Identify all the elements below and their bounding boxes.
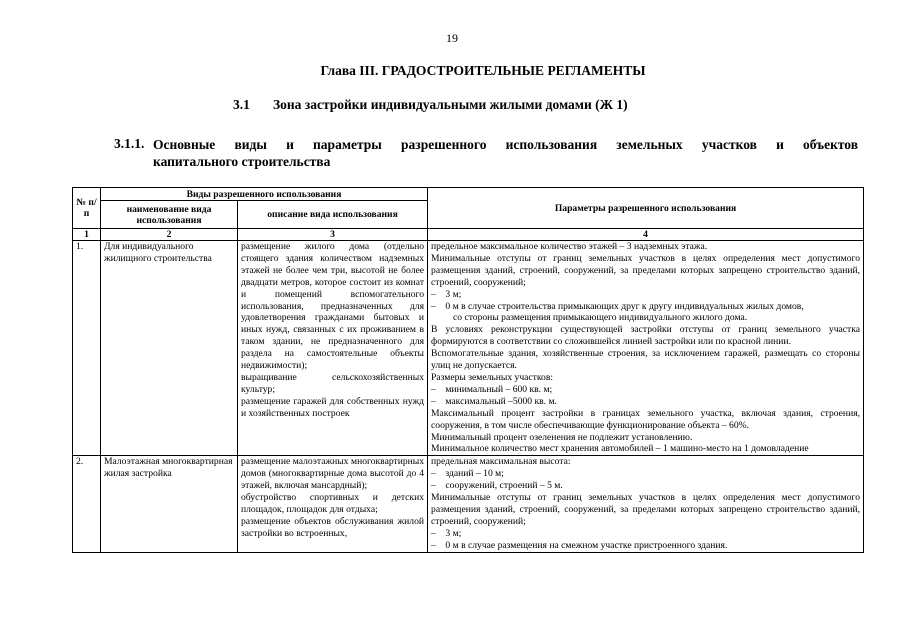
index-cell: 3 bbox=[238, 229, 428, 241]
index-cell: 4 bbox=[428, 229, 864, 241]
parameter-line: Минимальный процент озеленения не подлежит установлению. bbox=[431, 431, 693, 443]
description-line: размещение малоэтажных многоквартирных домов (многоквартирные дома высотой до 4 этажей, включая мансардный); bbox=[241, 456, 425, 492]
parameter-list-item: – максимальный –5000 кв. м. bbox=[431, 395, 557, 407]
row-number: 1. bbox=[73, 241, 101, 456]
header-num: № п/п bbox=[73, 188, 101, 229]
subsection-title-line1: Основные виды и параметры разрешенного использования земельных участков и объектов bbox=[153, 137, 858, 152]
index-cell: 1 bbox=[73, 229, 101, 241]
parameter-list-item: – 3 м; bbox=[431, 288, 462, 300]
subsection-number: 3.1.1. bbox=[114, 136, 145, 151]
parameter-line: Минимальное количество мест хранения автомобилей – 1 машино-место на 1 домовладение bbox=[431, 443, 809, 455]
parameter-line: Вспомогательные здания, хозяйственные строения, за исключением гаражей, размещать со стороны улиц не допускается. bbox=[431, 348, 861, 372]
parameter-line: Минимальные отступы от границ земельных участков в целях определения мест допустимого размещения зданий, строений, сооружений, за пределами которых запрещено строительство зданий, строений, сооружений; bbox=[431, 492, 861, 527]
use-description bbox=[238, 456, 428, 552]
use-parameters bbox=[428, 456, 864, 552]
header-params: Параметры разрешенного использования bbox=[428, 188, 864, 229]
parameter-line: Размеры земельных участков: bbox=[431, 371, 554, 383]
row-number: 2. bbox=[73, 456, 101, 552]
parameter-list-item: – сооружений, строений – 5 м. bbox=[431, 480, 563, 492]
parameter-line: Максимальный процент застройки в границах земельного участка, включая здания, строения, сооружения, в том числе обеспечивающие функционирование объекта – 60%. bbox=[431, 407, 861, 431]
parameter-list-item: – 0 м в случае размещения на смежном участке пристроенного здания. bbox=[431, 539, 728, 551]
parameter-list-item: со стороны размещения примыкающего индивидуального жилого дома. bbox=[453, 312, 748, 324]
parameter-list-item: – зданий – 10 м; bbox=[431, 468, 504, 480]
parameter-line: В условиях реконструкции существующей застройки отступы от границ земельного участка формируются в соответствии со сложившейся линией застройки или по красной линии. bbox=[431, 324, 861, 348]
header-name: наименование вида использования bbox=[101, 201, 238, 229]
use-parameters bbox=[428, 241, 864, 456]
parameter-line: предельное максимальное количество этажей – 3 надземных этажа. bbox=[431, 241, 708, 252]
index-row bbox=[73, 229, 864, 241]
parameter-list-item: – 0 м в случае строительства примыкающих друг к другу индивидуальных жилых домов, bbox=[431, 300, 804, 312]
table-row bbox=[73, 241, 864, 456]
description-line: обустройство спортивных и детских площадок, площадок для отдыха; bbox=[241, 492, 425, 515]
use-name: Малоэтажная многоквартирная жилая застройка bbox=[101, 456, 238, 552]
parameter-line: Минимальные отступы от границ земельных участков в целях определения мест допустимого размещения зданий, строений, сооружений, за пределами которых запрещено строительство зданий, строений, сооружений; bbox=[431, 252, 861, 288]
chapter-title: Глава III. ГРАДОСТРОИТЕЛЬНЫЕ РЕГЛАМЕНТЫ bbox=[320, 63, 646, 78]
index-cell: 2 bbox=[101, 229, 238, 241]
table-row bbox=[73, 456, 864, 552]
parameter-list-item: – 3 м; bbox=[431, 527, 462, 539]
zone-heading bbox=[233, 97, 628, 113]
subsection-heading bbox=[114, 136, 858, 170]
use-description bbox=[238, 241, 428, 456]
description-line: размещение жилого дома (отдельно стоящего здания количеством надземных этажей не более чем три, высотой не более двадцати метров, которое состоит из комнат и помещений вспомогательного использования, предназначенных для удовлетворения гражданами бытовых и иных нужд, связанных с их проживанием в таком здании, не предназначенного для раздела на самостоятельные объекты недвижимости); bbox=[241, 241, 425, 372]
header-kinds: Виды разрешенного использования bbox=[101, 188, 428, 201]
parameter-line: предельная максимальная высота: bbox=[431, 456, 571, 468]
description-line: размещение гаражей для собственных нужд и хозяйственных построек bbox=[241, 395, 425, 419]
zone-number: 3.1 bbox=[233, 97, 250, 112]
zone-title: Зона застройки индивидуальными жилыми домами (Ж 1) bbox=[273, 97, 628, 112]
subsection-title-line2: капитального строительства bbox=[153, 154, 331, 169]
regulations-table bbox=[72, 187, 864, 553]
description-line: выращивание сельскохозяйственных культур; bbox=[241, 371, 425, 395]
page-number: 19 bbox=[446, 31, 458, 45]
use-name: Для индивидуального жилищного строительства bbox=[101, 241, 238, 456]
description-line: размещение объектов обслуживания жилой застройки во встроенных, bbox=[241, 515, 425, 539]
parameter-list-item: – минимальный – 600 кв. м; bbox=[431, 383, 553, 395]
header-desc: описание вида использования bbox=[238, 201, 428, 229]
